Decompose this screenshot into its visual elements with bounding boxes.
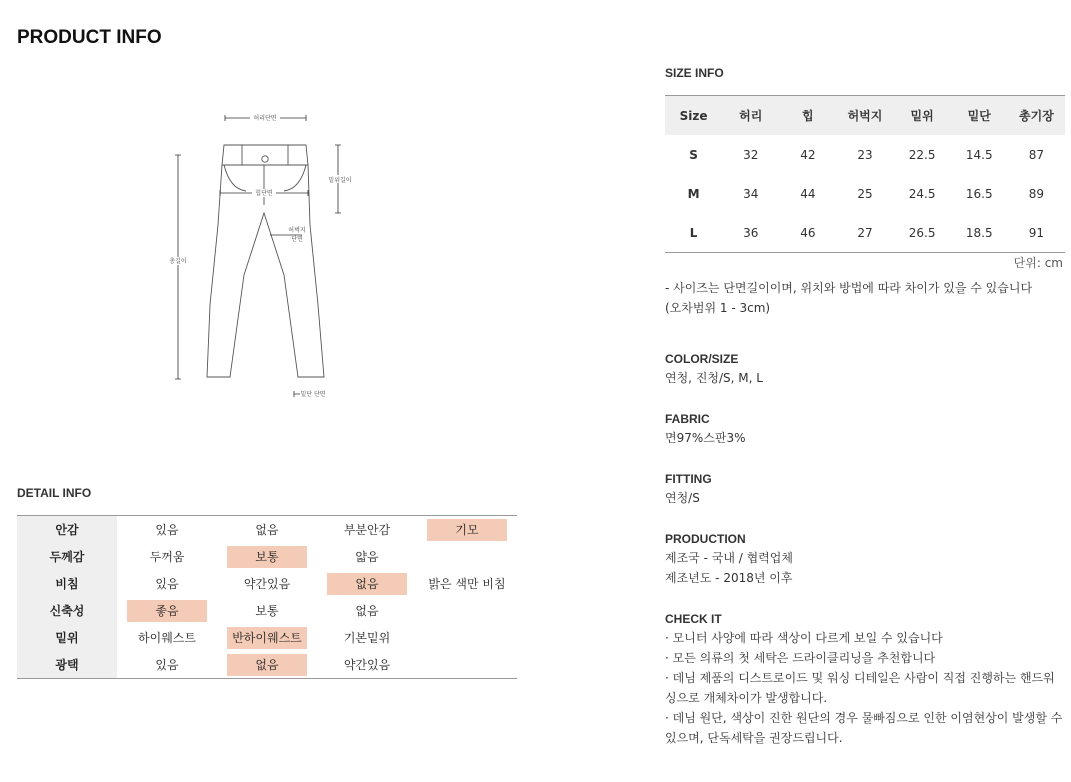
check-it-list xyxy=(665,628,1065,748)
size-cell: 89 xyxy=(1028,186,1045,201)
detail-option-cell xyxy=(117,516,217,544)
detail-row-label: 신축성 xyxy=(17,597,117,624)
pants-size-diagram xyxy=(160,105,360,405)
size-cell: 18.5 xyxy=(951,213,1008,253)
size-column-header: 밑단 xyxy=(951,96,1008,136)
size-cell: 87 xyxy=(1028,147,1045,162)
detail-option-cell xyxy=(117,651,217,679)
detail-option: 있음 xyxy=(155,576,179,591)
size-cell: 32 xyxy=(743,147,759,162)
size-row xyxy=(665,135,1065,174)
detail-row xyxy=(17,624,517,651)
check-item: · 데님 원단, 색상이 진한 원단의 경우 물빠짐으로 인한 이염현상이 발생할 수 있으며, 단독세탁을 권장드립니다. xyxy=(665,711,1063,745)
detail-option-cell xyxy=(217,570,317,597)
detail-option-cell xyxy=(417,516,517,544)
size-column-header: Size xyxy=(665,96,722,136)
detail-option-selected: 기모 xyxy=(427,519,507,541)
diagram-label-hip: 힙단면 xyxy=(255,190,273,197)
detail-option-cell xyxy=(217,651,317,679)
detail-option: 약간있음 xyxy=(343,657,391,672)
detail-info-table xyxy=(17,515,517,679)
size-note-2: (오차범위 1 - 3cm) xyxy=(665,301,771,315)
page-title: PRODUCT INFO xyxy=(17,27,162,48)
size-cell: 14.5 xyxy=(965,147,993,162)
size-cell: 24.5 xyxy=(908,186,936,201)
detail-row xyxy=(17,516,517,544)
detail-option: 두꺼움 xyxy=(149,549,185,564)
check-item: · 모니터 사양에 따라 색상이 다르게 보일 수 있습니다 xyxy=(665,631,943,645)
size-info-heading: SIZE INFO xyxy=(665,66,724,80)
detail-option-cell xyxy=(417,624,517,651)
detail-info-heading: DETAIL INFO xyxy=(17,486,92,500)
size-cell: 22.5 xyxy=(908,147,936,162)
size-column-header: 힙 xyxy=(779,96,836,136)
detail-option: 없음 xyxy=(255,522,279,537)
size-row xyxy=(665,213,1065,253)
size-cell: 26.5 xyxy=(894,213,951,253)
detail-option-cell xyxy=(217,516,317,544)
detail-option-cell xyxy=(417,651,517,679)
detail-option-selected: 없음 xyxy=(227,654,307,676)
detail-option: 기본밑위 xyxy=(343,630,391,645)
detail-option: 있음 xyxy=(155,657,179,672)
detail-option-cell xyxy=(317,597,417,624)
detail-row xyxy=(17,597,517,624)
detail-row xyxy=(17,651,517,679)
detail-row-label: 두께감 xyxy=(17,543,117,570)
size-column-header: 허벅지 xyxy=(836,96,893,136)
production-heading: PRODUCTION xyxy=(665,532,746,546)
detail-option-cell xyxy=(217,543,317,570)
detail-row-label: 비침 xyxy=(17,570,117,597)
detail-option: 보통 xyxy=(255,603,279,618)
detail-option-cell xyxy=(117,597,217,624)
size-row-label: S xyxy=(689,147,698,162)
detail-option-cell xyxy=(417,570,517,597)
color-size-heading: COLOR/SIZE xyxy=(665,352,739,366)
detail-option: 있음 xyxy=(155,522,179,537)
detail-option: 하이웨스트 xyxy=(138,630,196,645)
detail-option-cell xyxy=(117,543,217,570)
production-line-2: 제조년도 - 2018년 이후 xyxy=(665,571,793,585)
fabric-value: 면97%스판3% xyxy=(665,431,746,445)
detail-option-cell xyxy=(117,624,217,651)
detail-option-selected: 반하이웨스트 xyxy=(227,627,307,649)
detail-option-cell xyxy=(217,597,317,624)
detail-option-cell xyxy=(417,543,517,570)
detail-option: 밝은 색만 비침 xyxy=(428,576,506,591)
detail-option: 없음 xyxy=(355,603,379,618)
detail-option-selected: 보통 xyxy=(227,546,307,568)
size-unit: 단위: cm xyxy=(1013,256,1063,270)
detail-option-cell xyxy=(317,624,417,651)
size-row-label: M xyxy=(687,186,700,201)
detail-row-label: 광택 xyxy=(17,651,117,679)
size-note-1: - 사이즈는 단면길이이며, 위치와 방법에 따라 차이가 있을 수 있습니다 xyxy=(665,281,1033,295)
detail-option-cell xyxy=(117,570,217,597)
size-notes xyxy=(665,278,1065,318)
detail-row-label: 안감 xyxy=(17,516,117,544)
size-cell: 46 xyxy=(779,213,836,253)
fitting-heading: FITTING xyxy=(665,472,712,486)
check-item: · 데님 제품의 디스트로이드 및 워싱 디테일은 사람이 직접 진행하는 핸드워싱으로 개체차이가 발생합니다. xyxy=(665,671,1055,705)
detail-row xyxy=(17,570,517,597)
size-cell: 25 xyxy=(857,186,873,201)
size-cell: 91 xyxy=(1008,213,1065,253)
detail-row xyxy=(17,543,517,570)
check-it-heading: CHECK IT xyxy=(665,612,722,626)
production-line-1: 제조국 - 국내 / 협력업체 xyxy=(665,551,793,565)
size-row xyxy=(665,174,1065,213)
size-column-header: 밑위 xyxy=(894,96,951,136)
diagram-label-rise: 밑위길이 xyxy=(328,177,352,184)
diagram-label-hem: 밑단 단면 xyxy=(300,391,326,398)
detail-option-cell xyxy=(317,651,417,679)
fabric-heading: FABRIC xyxy=(665,412,710,426)
detail-option-selected: 좋음 xyxy=(127,600,207,622)
size-cell: 34 xyxy=(743,186,759,201)
diagram-label-thigh-1: 허벅지 xyxy=(288,227,306,234)
detail-option-cell xyxy=(417,597,517,624)
size-info-table xyxy=(665,95,1065,253)
detail-row-label: 밑위 xyxy=(17,624,117,651)
detail-option-cell xyxy=(317,570,417,597)
size-cell: 36 xyxy=(722,213,779,253)
detail-option: 얇음 xyxy=(355,549,379,564)
detail-option: 약간있음 xyxy=(243,576,291,591)
size-column-header: 허리 xyxy=(722,96,779,136)
detail-option-cell xyxy=(317,543,417,570)
size-row-label: L xyxy=(665,213,722,253)
size-cell: 44 xyxy=(800,186,816,201)
size-cell: 27 xyxy=(836,213,893,253)
diagram-label-waist: 허리단면 xyxy=(253,115,277,122)
size-cell: 42 xyxy=(800,147,816,162)
size-cell: 16.5 xyxy=(965,186,993,201)
detail-option-cell xyxy=(317,516,417,544)
check-item: · 모든 의류의 첫 세탁은 드라이클리닝을 추천합니다 xyxy=(665,651,936,665)
size-cell: 23 xyxy=(857,147,873,162)
fitting-value: 연청/S xyxy=(665,491,700,505)
size-column-header: 총기장 xyxy=(1008,96,1065,136)
diagram-label-length: 총길이 xyxy=(169,258,187,265)
diagram-label-thigh-2: 단면 xyxy=(291,236,303,243)
color-size-value: 연청, 진청/S, M, L xyxy=(665,371,763,385)
detail-option-cell xyxy=(217,624,317,651)
detail-option-selected: 없음 xyxy=(327,573,407,595)
detail-option: 부분안감 xyxy=(343,522,391,537)
